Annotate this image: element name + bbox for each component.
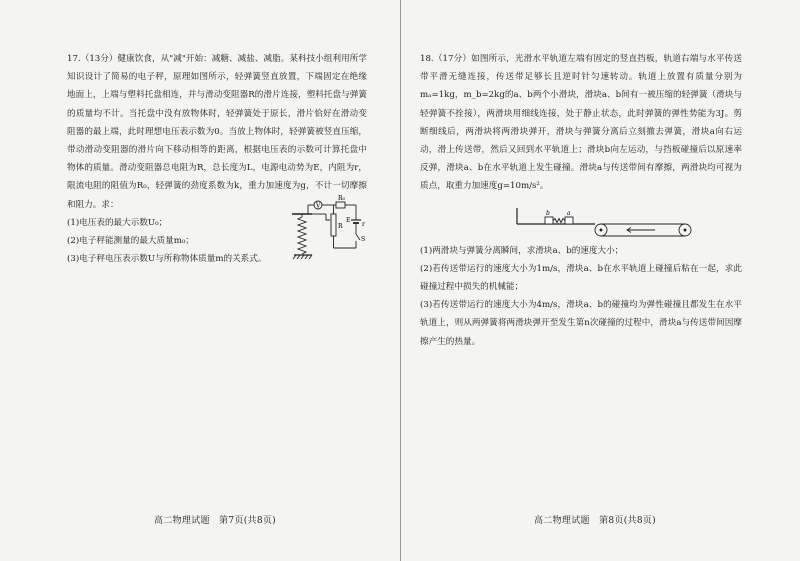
block-b-label: b [546,210,550,217]
problem-17-question-1: (1)电压表的最大示数U₀； [67,217,168,228]
switch-label: S [361,236,366,243]
problem-18 [420,50,742,351]
problem-17-question-3: (3)电子秤电压表示数U与所称物体质量m的关系式。 [67,254,267,265]
internal-resistance-label: r [362,221,365,228]
block-a-label: a [567,210,571,217]
problem-18-question-2: (2)若传送带运行的速度大小为1m/s，滑块a、b在水平轨道上碰撞后粘在一起，求此碰撞过程中损失的机械能； [420,263,742,293]
page-8-footer: 高二物理试题 第8页(共8页) [534,516,656,526]
r-label: R [338,223,343,230]
voltmeter-label: V [316,202,321,210]
problem-17-stem: 17.（13分）健康饮食，从"减"开始：减糖、减盐、减脂。某科技小组利用所学知识设计了简易的电子秤，原理如图所示，轻弹簧竖直放置，下端固定在绝缘地面上，上端与塑料托盘相连，并与滑动变阻器R的滑片连接，塑料托盘与弹簧的质量均不计。当托盘中没有放物体时，轻弹簧处于原长，滑片恰好在滑动变阻器的最上端，此时理想电压表示数为0。当放上物体时，轻弹簧被竖直压缩，带动滑动变阻器的滑片向下移动相等的距离，根据电压表的示数可计算托盘中物体的质量。滑动变阻器总电阻为R，总长度为L，电源电动势为E，内阻为r，限流电阻的阻值为R₀，轻弹簧的劲度系数为k，重力加速度为g，不计一切摩擦和阻力。求： [67,54,367,210]
page-7-footer: 高二物理试题 第7页(共8页) [154,516,276,526]
page-8 [401,0,800,561]
electronic-scale-circuit-diagram [288,195,368,272]
track-conveyor-diagram [515,208,695,238]
emf-label: E [346,217,351,224]
problem-18-stem: 18.（17分）如图所示，光滑水平轨道左端有固定的竖直挡板，轨道右端与水平传送带平滑无缝连接，传送带足够长且逆时针匀速转动。轨道上放置有质量分别为mₐ=1kg，m_b=2kg的a、b两个小滑块，滑块a、b间有一被压缩的轻弹簧（滑块与轻弹簧不拴接），两滑块用细线连接，处于静止状态，此时弹簧的弹性势能为3J。剪断细线后，两滑块将两滑块弹开，滑块与弹簧分离后立刻撤去弹簧，滑块a向右运动，滑上传送带，然后又回到水平轨道上；滑块b向左运动，与挡板碰撞后以原速率反弹，滑块a、b在水平轨道上发生碰撞。滑块a与传送带间有摩擦，两滑块均可视为质点，取重力加速度g=10m/s²。 [420,54,742,192]
r0-label: R₀ [338,195,345,202]
problem-17-question-2: (2)电子秤能测量的最大质量m₀； [67,236,194,247]
problem-18-question-3: (3)若传送带运行的速度大小为4m/s，滑块a、b的碰撞均为弹性碰撞且都发生在水平轨道上，则从两弹簧将两滑块弹开至发生第n次碰撞的过程中，滑块a与传送带间因摩擦产生的热量。 [420,300,742,347]
problem-18-question-1: (1)两滑块与弹簧分离瞬间，求滑块a、b的速度大小； [420,245,624,256]
